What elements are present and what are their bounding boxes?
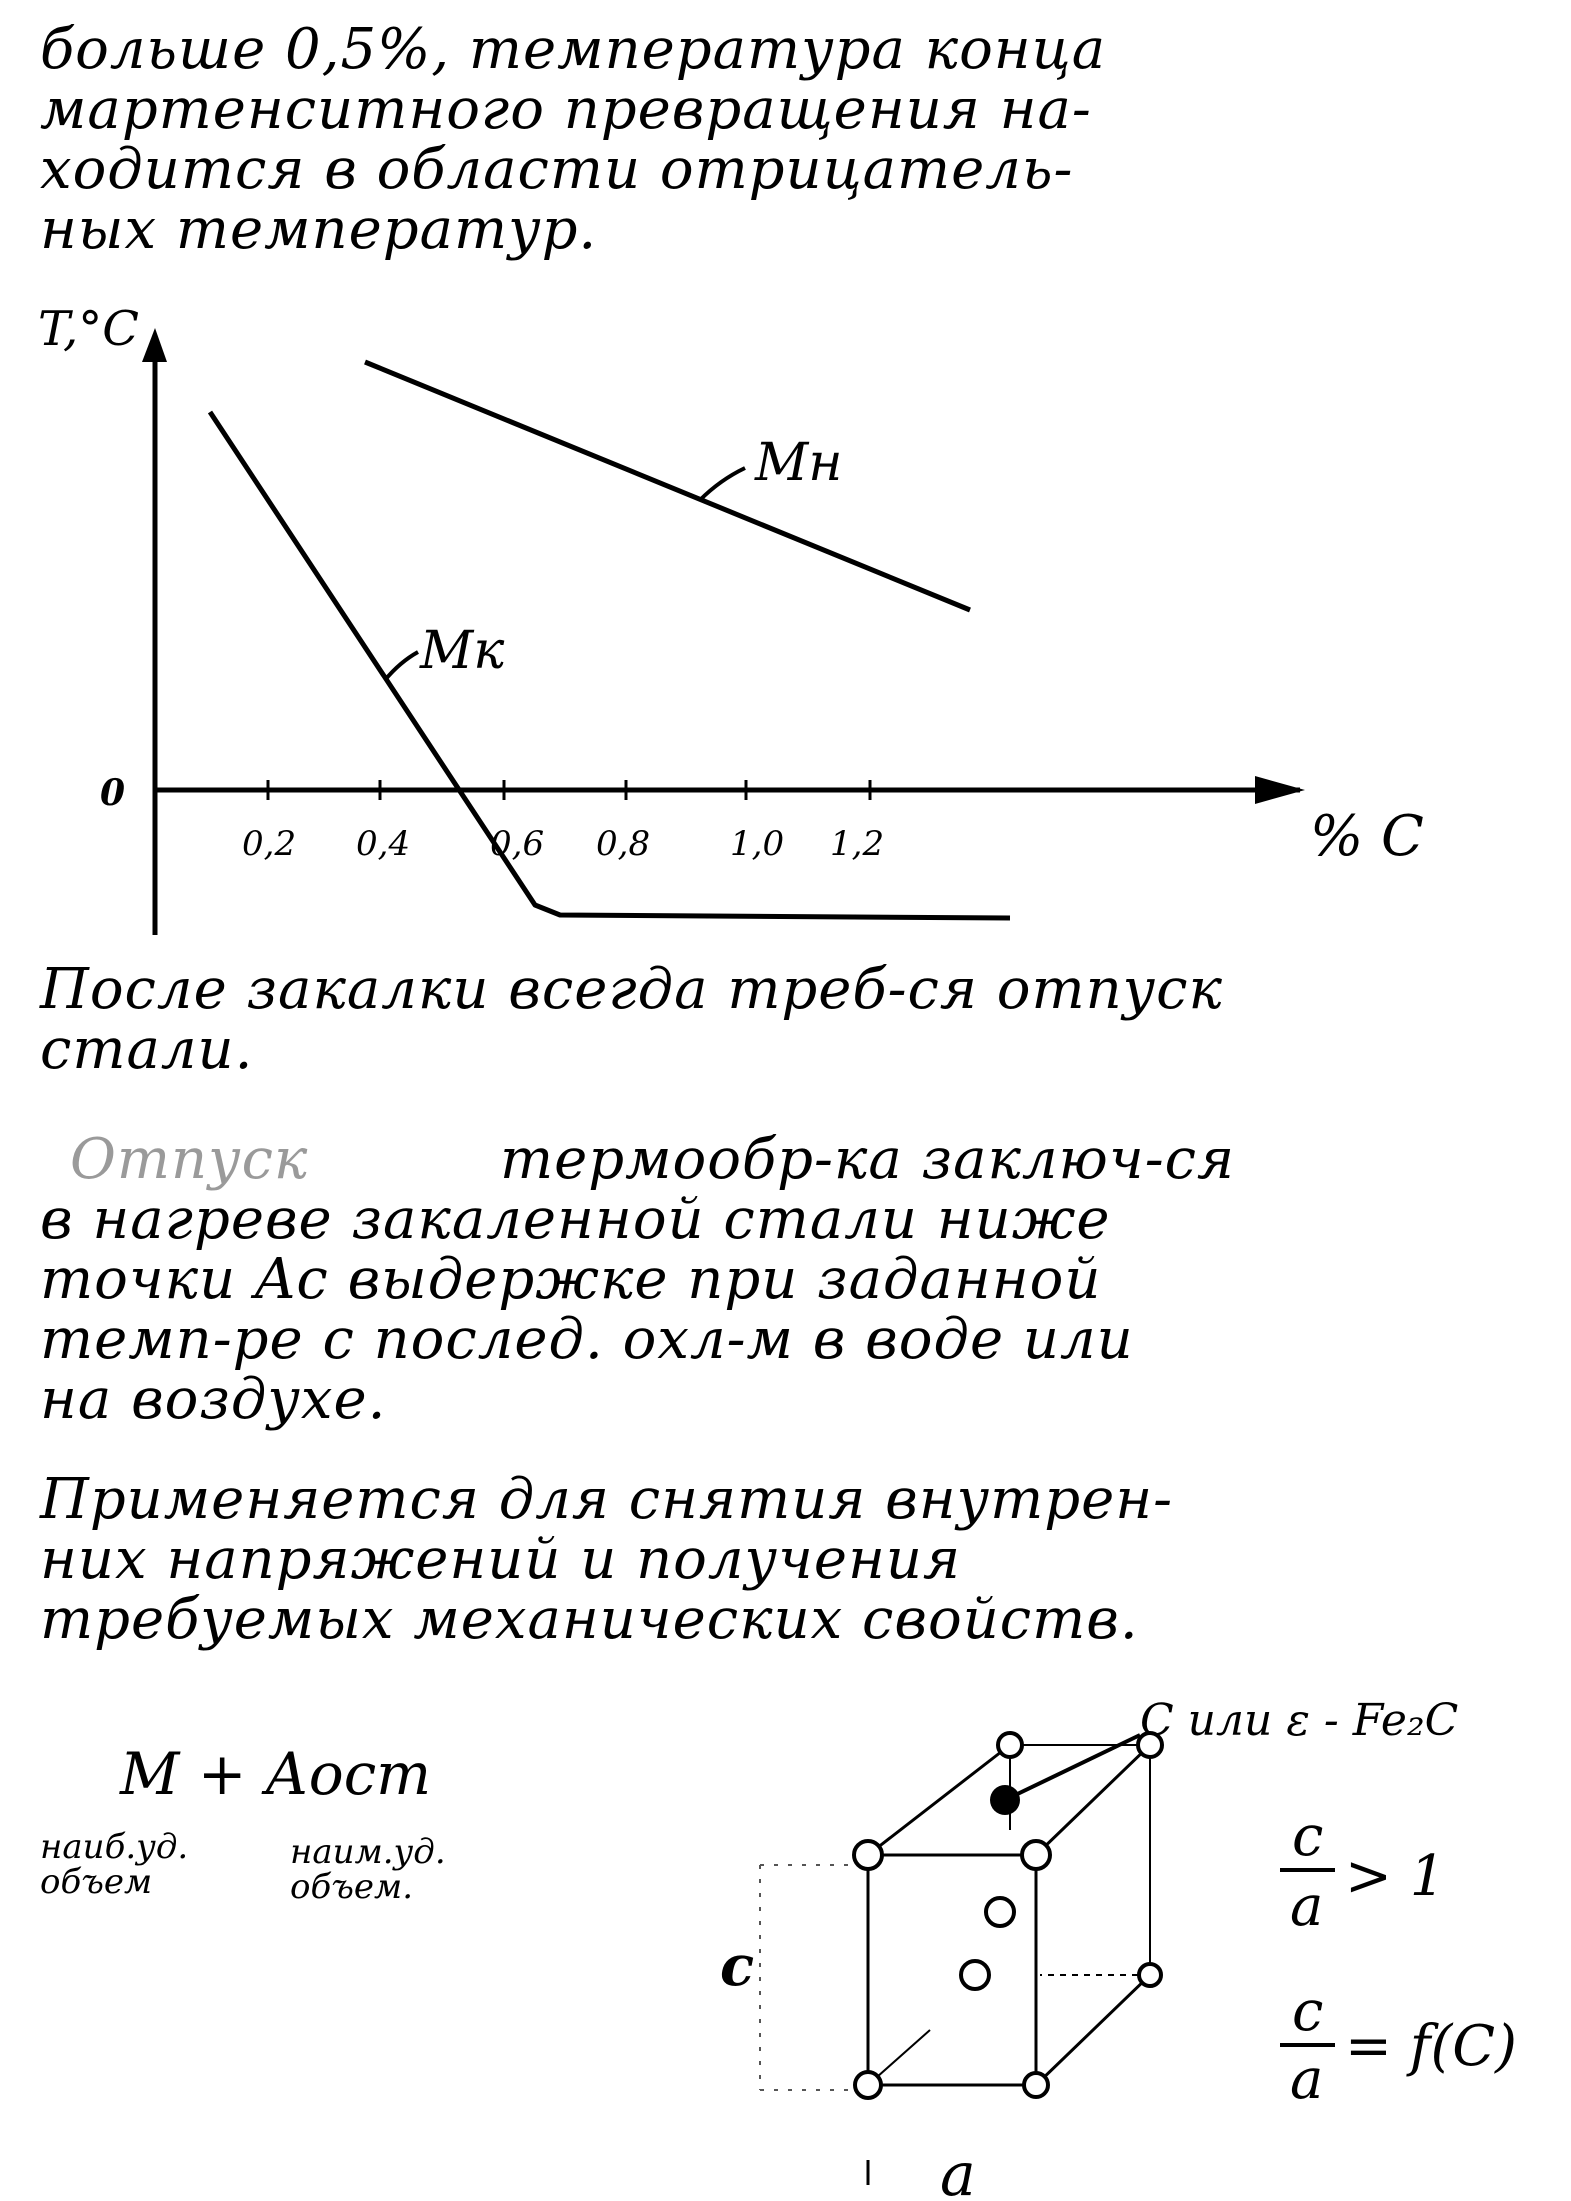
definition-line: темп-ре с послед. охл-м в воде или xyxy=(40,1307,1134,1372)
ratio2-value: = f(C) xyxy=(1345,2014,1517,2079)
definition-line: точки Ac выдержке при заданной xyxy=(40,1247,1102,1312)
y-axis-label: T,°C xyxy=(38,301,139,357)
tick-label: 0,8 xyxy=(596,824,651,864)
ratio1-denominator: a xyxy=(1290,1874,1324,1939)
cell-edge xyxy=(868,1745,1010,1855)
carbon-label: С или ε - Fe₂C xyxy=(1140,1695,1459,1746)
y-axis-arrow xyxy=(142,328,167,362)
x-tick-labels xyxy=(242,824,884,864)
iron-atom xyxy=(855,2072,881,2098)
iron-atom xyxy=(961,1961,989,1989)
tick-label: 0,6 xyxy=(490,824,545,864)
x-axis-arrow xyxy=(1255,776,1305,804)
intro-line: ходится в области отрицатель- xyxy=(40,137,1074,202)
application-paragraph xyxy=(40,1467,1540,1652)
cell-edge xyxy=(1036,1975,1150,2085)
definition-line: в нагреве закаленной стали ниже xyxy=(40,1187,1111,1252)
definition-term: Отпуск xyxy=(70,1127,309,1192)
iron-atom xyxy=(854,1841,882,1869)
tempering-line: После закалки всегда треб-ся отпуск xyxy=(40,957,1223,1022)
tick-label: 0,2 xyxy=(242,824,297,864)
intro-line: ных температур. xyxy=(40,197,598,262)
ratio2-denominator: a xyxy=(1290,2047,1324,2112)
intro-line: больше 0,5%, температура конца xyxy=(40,17,1107,82)
structure-formula: М + Аост xyxy=(120,1740,432,1808)
application-line: них напряжений и получения xyxy=(40,1527,962,1592)
tick-label: 1,2 xyxy=(830,824,885,864)
origin-label: 0 xyxy=(100,772,126,814)
ratio1-value: > 1 xyxy=(1345,1844,1446,1909)
tetragonal-cell-diagram xyxy=(0,1640,1571,2201)
application-line: Применяется для снятия внутрен- xyxy=(40,1467,1174,1532)
left-note-line: объем xyxy=(40,1862,153,1902)
tick-label: 1,0 xyxy=(730,824,785,864)
application-line: требуемых механических свойств. xyxy=(40,1587,1139,1652)
intro-paragraph xyxy=(40,17,1540,262)
iron-atom xyxy=(1024,2073,1048,2097)
iron-atom xyxy=(986,1898,1014,1926)
series-mk-leader xyxy=(385,652,418,680)
definition-line: на воздухе. xyxy=(40,1367,387,1432)
iron-atom xyxy=(1139,1964,1161,1986)
series-mn-line xyxy=(365,362,970,610)
intro-line: мартенситного превращения на- xyxy=(40,77,1092,142)
c-axis-label: c xyxy=(720,1933,755,1999)
a-axis-label: a xyxy=(940,2140,976,2201)
tempering-note xyxy=(40,957,1540,1082)
right-note-line: наим.уд. xyxy=(290,1832,446,1872)
cell-edge xyxy=(1036,1745,1150,1855)
ratio1-numerator: c xyxy=(1292,1804,1324,1869)
series-mk-label: Мк xyxy=(420,621,505,681)
left-note-line: наиб.уд. xyxy=(40,1827,189,1867)
ratio2-numerator: c xyxy=(1292,1979,1324,2044)
tempering-definition xyxy=(40,1127,1560,1432)
dimension-guides xyxy=(760,1865,860,2090)
series-mn-label: Мн xyxy=(755,433,843,493)
martensite-temperature-chart xyxy=(0,280,1571,950)
series-mn-leader xyxy=(700,468,745,500)
iron-atom xyxy=(1022,1841,1050,1869)
right-note-line: объем. xyxy=(290,1867,414,1907)
tick-label: 0,4 xyxy=(356,824,411,864)
iron-atom xyxy=(998,1733,1022,1757)
tempering-line: стали. xyxy=(40,1017,254,1082)
x-axis-label: % C xyxy=(1310,804,1424,869)
definition-line: термообр-ка заключ-ся xyxy=(500,1127,1236,1192)
